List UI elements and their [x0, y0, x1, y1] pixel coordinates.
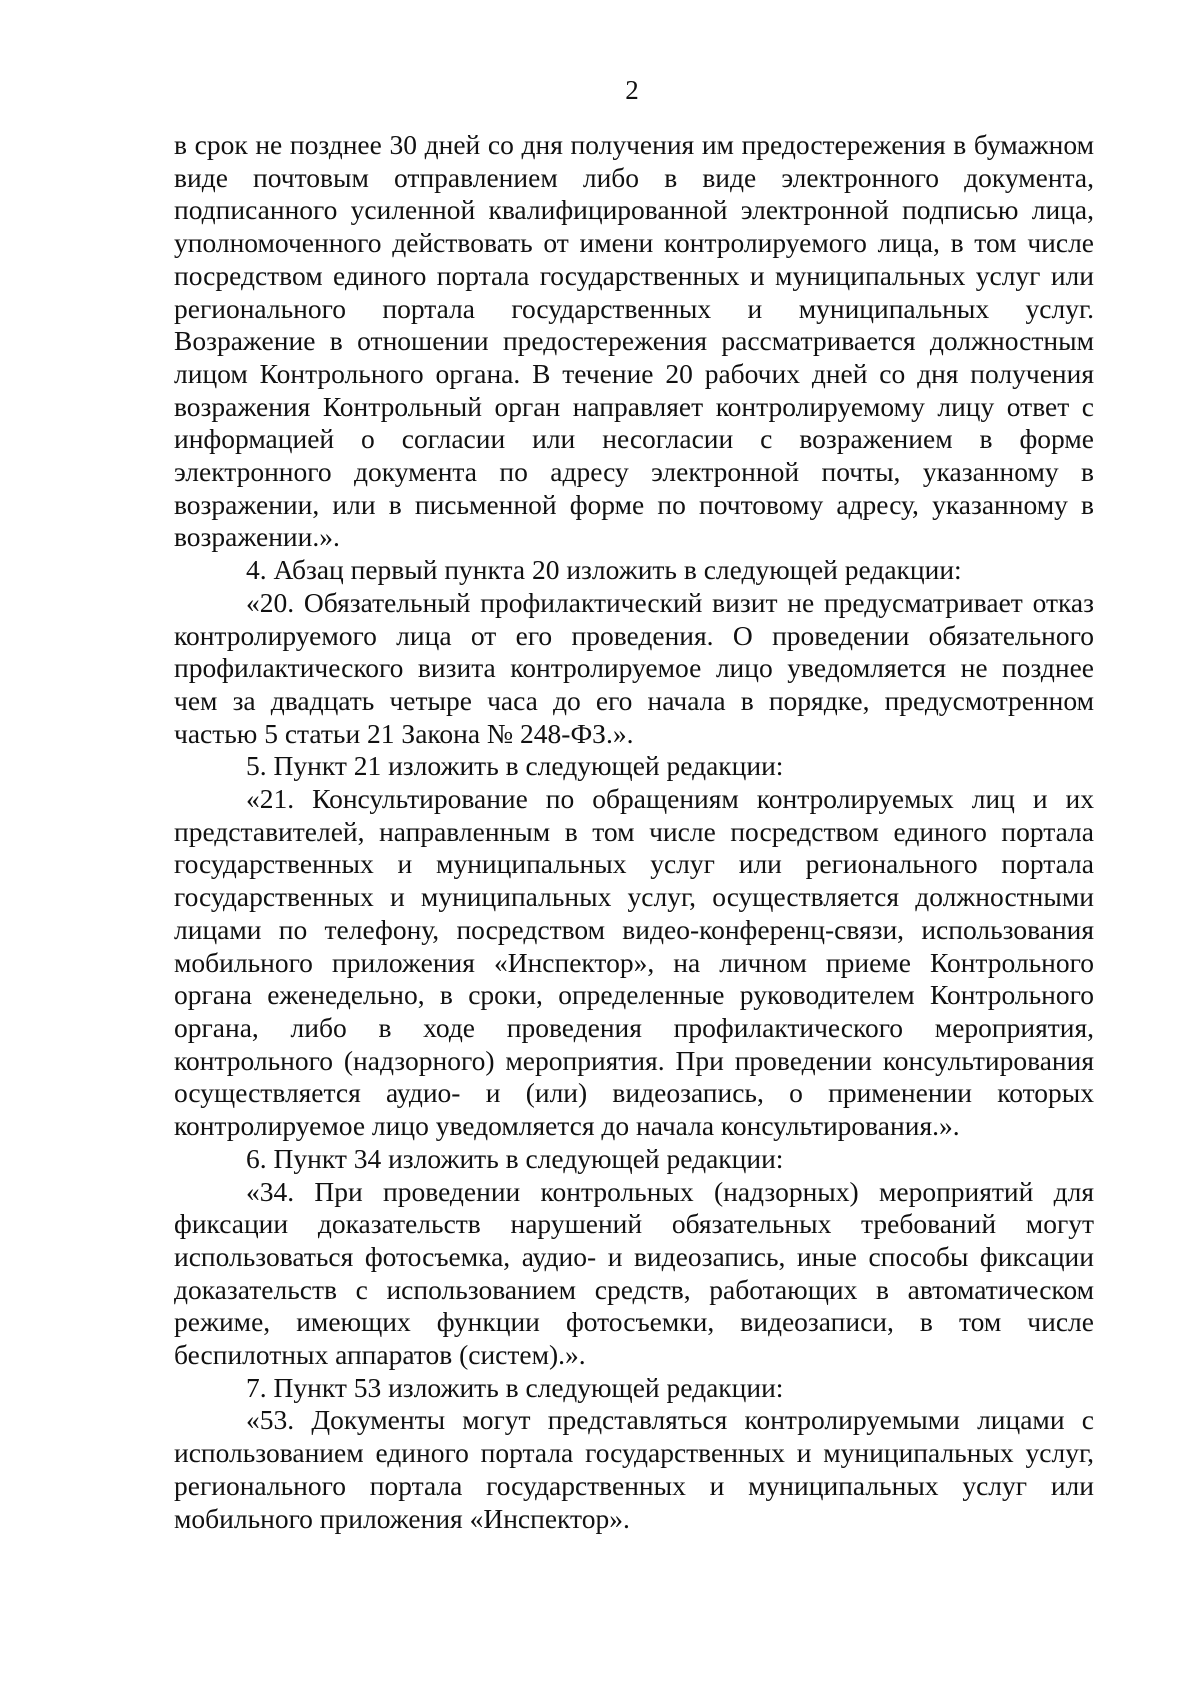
amendment-heading-item-6: 6. Пункт 34 изложить в следующей редакции: [246, 1142, 784, 1174]
amendment-heading-item-4: 4. Абзац первый пункта 20 изложить в следующей редакции: [246, 554, 962, 586]
amendment-text-clause-21: «21. Консультирование по обращениям контролируемых лиц и их представителей, направленным в том числе посредством единого портала государственных и муниципальных услуг или регионального портала государственных и муниципальных услуг, осуществляется должностными лицами по телефону, посредством видео-конференц-связи, использования мобильного приложения «Инспектор», на личном приеме Контрольного органа еженедельно, в сроки, определенные руководителем Контрольного органа, либо в ходе проведения профилактического мероприятия, контрольного (надзорного) мероприятия. При проведении консультирования осуществляется аудио- и (или) видеозапись, о применении которых контролируемое лицо уведомляется до начала консультирования.». [174, 783, 1094, 1142]
amendment-text-clause-53: «53. Документы могут представляться контролируемыми лицами с использованием единого портала государственных и муниципальных услуг, регионального портала государственных и муниципальных услуг или мобильного приложения «Инспектор». [174, 1404, 1094, 1534]
amendment-heading-item-5: 5. Пункт 21 изложить в следующей редакции: [246, 750, 784, 782]
page-number: 2 [625, 75, 639, 105]
amendment-heading-item-7: 7. Пункт 53 изложить в следующей редакции: [246, 1371, 784, 1403]
paragraph-continuation: в срок не позднее 30 дней со дня получения им предостережения в бумажном виде почтовым отправлением либо в виде электронного документа, подписанного усиленной квалифицированной электронной подписью лица, уполномоченного действовать от имени контролируемого лица, в том числе посредством единого портала государственных и муниципальных услуг или регионального портала государственных и муниципальных услуг. Возражение в отношении предостережения рассматривается должностным лицом Контрольного органа. В течение 20 рабочих дней со дня получения возражения Контрольный орган направляет контролируемому лицу ответ с информацией о согласии или несогласии с возражением в форме электронного документа по адресу электронной почты, указанному в возражении, или в письменной форме по почтовому адресу, указанному в возражении.». [174, 129, 1094, 553]
amendment-text-clause-34: «34. При проведении контрольных (надзорных) мероприятий для фиксации доказательств нарушений обязательных требований могут использоваться фотосъемка, аудио- и видеозапись, иные способы фиксации доказательств с использованием средств, работающих в автоматическом режиме, имеющих функции фотосъемки, видеозаписи, в том числе беспилотных аппаратов (систем).». [174, 1175, 1094, 1371]
document-body [174, 129, 1094, 1535]
amendment-text-clause-20: «20. Обязательный профилактический визит не предусматривает отказ контролируемого лица от его проведения. О проведении обязательного профилактического визита контролируемое лицо уведомляется не позднее чем за двадцать четыре часа до его начала в порядке, предусмотренном частью 5 статьи 21 Закона № 248-ФЗ.». [174, 586, 1094, 749]
